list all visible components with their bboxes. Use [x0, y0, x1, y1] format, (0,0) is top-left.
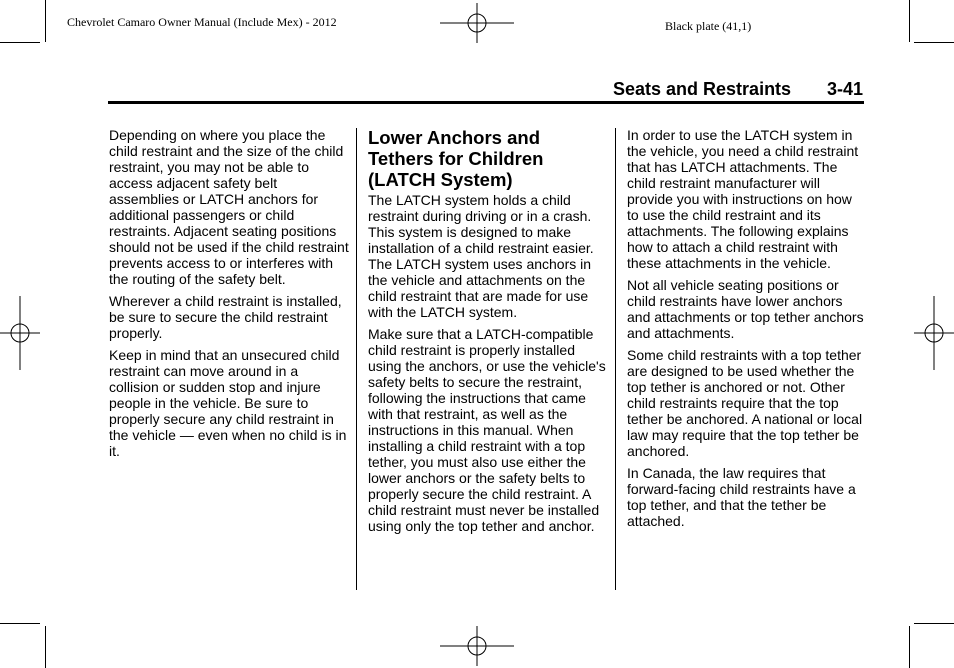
crop-mark	[0, 42, 40, 43]
header-rule	[108, 101, 864, 104]
page-number: 3-41	[826, 79, 863, 99]
paragraph: Depending on where you place the child restraint and the size of the child restraint, you may not be able to access adjacent safety belt assemblies or LATCH anchors for additional passengers or child restraints. Adjacent seating positions should not be used if the child restraint prevents access to or interferes with the routing of the safety belt.	[109, 127, 349, 287]
crop-mark	[45, 626, 46, 668]
plate-label: Black plate (41,1)	[665, 19, 752, 33]
paragraph: The LATCH system holds a child restraint during driving or in a crash. This system is designed to make installation of a child restraint easier. The LATCH system uses anchors in the vehicle and attachments on the child restraint that are made for use with the LATCH system.	[368, 192, 594, 320]
crop-mark	[914, 623, 954, 624]
paragraph: Make sure that a LATCH-compatible child restraint is properly installed using the anchors, or use the vehicle's safety belts to secure the restraint, following the instructions that came with that restraint, as well as the instructions in this manual. When installing a child restraint with a top tether, you must also use either the lower anchors or the safety belts to properly secure the child restraint. A child restraint must never be installed using only the top tether and anchor.	[368, 326, 606, 534]
registration-mark-left	[0, 296, 40, 370]
paragraph: Not all vehicle seating positions or child restraints have lower anchors and attachments or top tether anchors and attachments.	[627, 277, 864, 341]
column-right	[627, 127, 867, 535]
crop-mark	[909, 0, 910, 42]
paragraph: In order to use the LATCH system in the vehicle, you need a child restraint that has LATCH attachments. The child restraint manufacturer will provide you with instructions on how to use the child restraint and its attachments. The following explains how to attach a child restraint with these attachments in the vehicle.	[627, 127, 859, 271]
crop-mark	[909, 626, 910, 668]
crop-mark	[914, 42, 954, 43]
registration-mark-top	[440, 3, 514, 43]
crop-mark	[0, 623, 40, 624]
paragraph: In Canada, the law requires that forward-facing child restraints have a top tether, and that the tether be attached.	[627, 465, 856, 529]
paragraph: Wherever a child restraint is installed, be sure to secure the child restraint properly.	[109, 293, 342, 341]
paragraph: Some child restraints with a top tether are designed to be used whether the top tether is anchored or not. Other child restraints require that the top tether be anchored. A national or local law may require that the top tether be anchored.	[627, 347, 863, 459]
column-divider	[356, 128, 357, 590]
section-title: Seats and Restraints	[613, 79, 792, 99]
book-title: Chevrolet Camaro Owner Manual (Include Mex) - 2012	[67, 15, 337, 29]
column-divider	[615, 128, 616, 590]
crop-mark	[45, 0, 46, 42]
paragraph: Keep in mind that an unsecured child restraint can move around in a collision or sudden stop and injure people in the vehicle. Be sure to properly secure any child restraint in the vehicle — even when no child is in it.	[109, 347, 347, 459]
running-header	[613, 79, 863, 100]
column-left	[109, 127, 349, 465]
section-heading: Lower Anchors and Tethers for Children (LATCH System)	[368, 127, 544, 190]
registration-mark-right	[914, 296, 954, 370]
registration-mark-bottom	[440, 626, 514, 666]
column-middle	[368, 127, 608, 540]
